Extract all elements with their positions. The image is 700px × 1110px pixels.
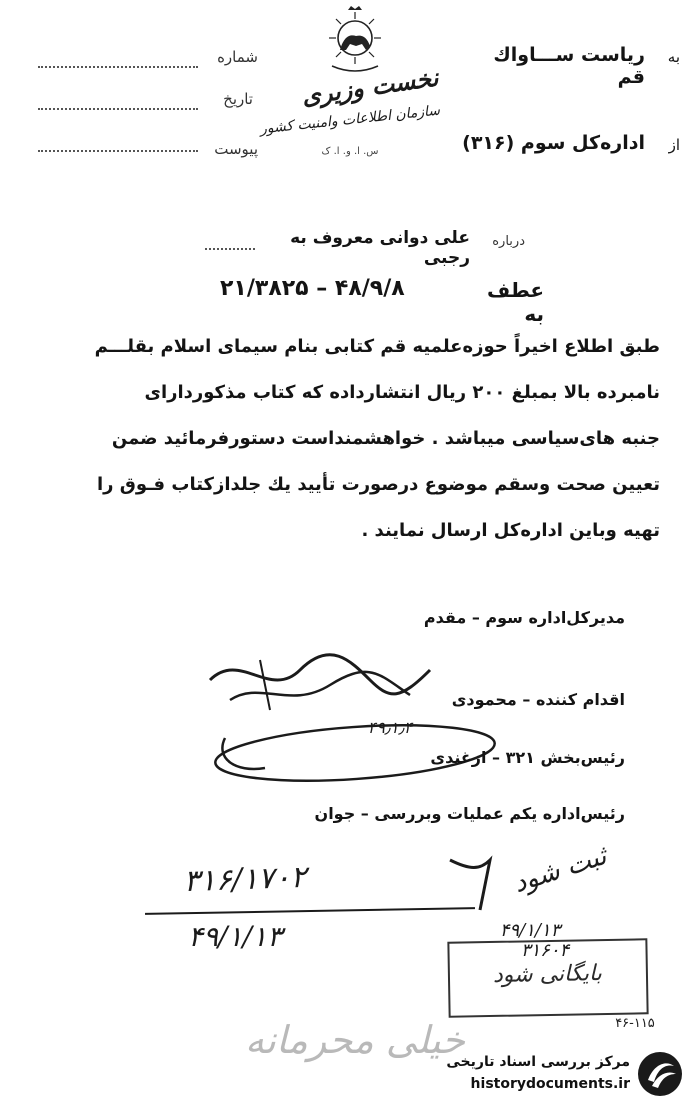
classification-stamp: خیلی محرمانه [244, 1018, 466, 1062]
attachment-label: پیوست [214, 140, 258, 158]
reference-label: عطف به [487, 278, 544, 326]
subject-label: درباره [492, 234, 525, 249]
handwritten-underline [145, 907, 475, 915]
stamp-text: بایگانی شود [492, 961, 603, 988]
handwritten-note: ثبت شود [509, 840, 611, 900]
body-line: تهیه وباین اداره‌کل ارسال نمایند . [361, 520, 660, 541]
subject-value: علی دوانی معروف به رجبی [290, 228, 470, 268]
body-line: نامبرده بالا بمبلغ ۲۰۰ ریال انتشارداده که کتاب مذکوردارای [144, 382, 660, 403]
body-line: طبق اطلاع اخیراً حوزه‌علمیه قم کتابی بنام سیمای اسلام بقلـــم [94, 336, 660, 357]
body-line: جنبه های‌سیاسی میباشد . خواهشمنداست دستورفرمائید ضمن [111, 428, 660, 449]
watermark-org-name: مرکز بررسی اسناد تاریخی [446, 1054, 630, 1070]
attachment-field-line [38, 150, 198, 152]
director-signature-line: مدیرکل‌اداره سوم – مقدم [423, 608, 625, 627]
letter-body [40, 336, 660, 566]
document-header [0, 0, 700, 180]
page-code: ۴۶-۱۱۵ [615, 1016, 655, 1031]
watermark-url: historydocuments.ir [470, 1076, 630, 1092]
sender: اداره‌کل سوم (۳۱۶) [462, 132, 645, 154]
organization-name: سازمان اطلاعات وامنیت کشور [259, 102, 441, 138]
stamp-number: ۳۱۶۰۴ [520, 940, 570, 961]
recipient-label: به [667, 48, 680, 66]
organization-abbrev: س. ا. و. ا. ک [321, 146, 379, 157]
section-head-line: رئیس‌بخش ۳۲۱ – ازغندی [430, 748, 625, 767]
history-docs-logo-icon [636, 1050, 684, 1098]
handwritten-number: ۳۱۶/۱۷۰۲ [182, 859, 308, 900]
department-head-line: رئیس‌اداره یکم عملیات وبررسی – جوان [314, 804, 625, 823]
number-field-line [38, 66, 198, 68]
sender-label: از [668, 136, 680, 154]
handwritten-date: ۴۹/۱/۱۳ [187, 920, 283, 953]
date-label: تاریخ [223, 90, 253, 108]
stamp-handwritten-date: ۴۹/۱/۱۳ [499, 920, 561, 941]
number-label: شماره [217, 48, 258, 66]
handwritten-stroke [440, 850, 520, 920]
ministry-seal-title: نخست وزیری [299, 62, 441, 111]
action-officer-line: اقدام کننده – محمودی [451, 690, 625, 709]
date-field-line [38, 108, 198, 110]
reference-value: ۲۱/۳۸۲۵ – ۴۸/۹/۸ [220, 276, 405, 301]
lion-and-sun-emblem [320, 6, 390, 76]
subject-dots [205, 248, 255, 250]
body-line: تعیین صحت وسقم موضوع درصورت تأیید یك جلدازکتاب فـوق را [96, 474, 660, 495]
handwritten-code: ۴۹٫۱٫۴ [367, 718, 413, 737]
recipient: ریاست ســـاواك قم [493, 44, 645, 88]
